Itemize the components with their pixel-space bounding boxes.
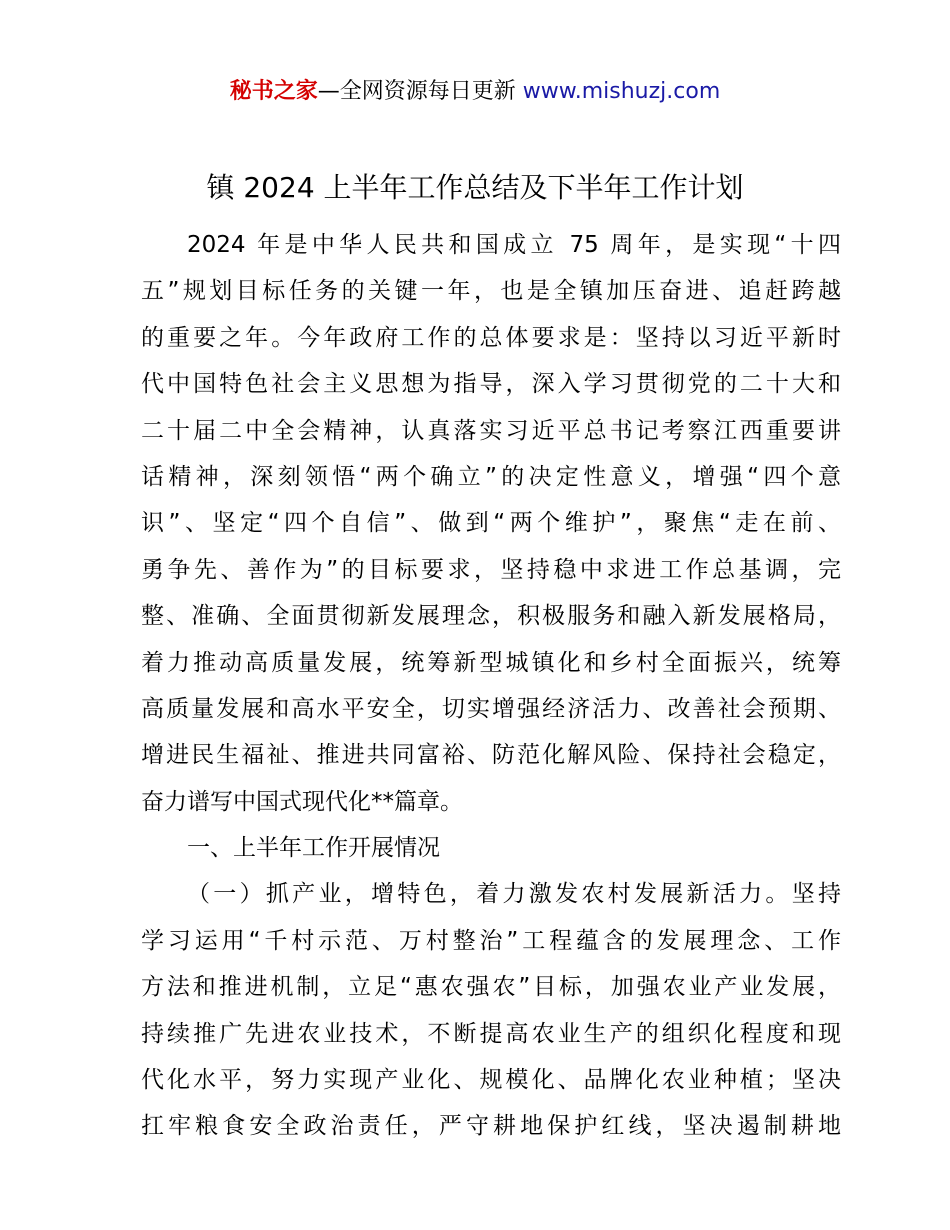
- paragraph-line: 着力推动高质量发展，统筹新型城镇化和乡村全面振兴，统筹: [141, 649, 841, 676]
- paragraph-line: 的重要之年。今年政府工作的总体要求是：坚持以习近平新时: [141, 324, 841, 351]
- paragraph-line: 2024 年是中华人民共和国成立 75 周年，是实现“十四: [187, 232, 841, 258]
- paragraph-line: 增进民生福祉、推进共同富裕、防范化解风险、保持社会稳定，: [141, 742, 841, 769]
- paragraph-line: 五”规划目标任务的关键一年，也是全镇加压奋进、追赶跨越: [141, 278, 841, 305]
- site-brand: 秘书之家: [229, 79, 318, 104]
- paragraph-line: 奋力谱写中国式现代化**篇章。: [141, 788, 463, 815]
- document-title: 镇 2024 上半年工作总结及下半年工作计划: [206, 171, 744, 204]
- section-heading: 一、上半年工作开展情况: [187, 835, 440, 862]
- site-tagline: —全网资源每日更新: [317, 79, 523, 104]
- paragraph-line: 持续推广先进农业技术，不断提高农业生产的组织化程度和现: [141, 1020, 841, 1047]
- paragraph-line: 扛牢粮食安全政治责任，严守耕地保护红线，坚决遏制耕地: [141, 1113, 841, 1140]
- paragraph-line: 勇争先、善作为”的目标要求，坚持稳中求进工作总基调，完: [141, 556, 841, 583]
- paragraph-line: 识”、坚定“四个自信”、做到“两个维护”，聚焦“走在前、: [141, 510, 841, 537]
- document-body: [141, 222, 841, 1150]
- paragraph-line: 代中国特色社会主义思想为指导，深入学习贯彻党的二十大和: [141, 371, 841, 398]
- paragraph-line: 高质量发展和高水平安全，切实增强经济活力、改善社会预期、: [141, 695, 841, 722]
- paragraph-line: 方法和推进机制，立足“惠农强农”目标，加强农业产业发展，: [141, 974, 841, 1001]
- site-url-link[interactable]: www.mishuzj.com: [522, 79, 721, 104]
- paragraph-line: 学习运用“千村示范、万村整治”工程蕴含的发展理念、工作: [141, 927, 841, 954]
- paragraph-line: 代化水平，努力实现产业化、规模化、品牌化农业种植；坚决: [141, 1067, 841, 1094]
- paragraph-line: （一）抓产业，增特色，着力激发农村发展新活力。坚持: [187, 881, 841, 908]
- paragraph-line: 话精神，深刻领悟“两个确立”的决定性意义，增强“四个意: [141, 463, 841, 490]
- paragraph-line: 二十届二中全会精神，认真落实习近平总书记考察江西重要讲: [141, 417, 841, 444]
- paragraph-line: 整、准确、全面贯彻新发展理念，积极服务和融入新发展格局，: [141, 603, 841, 630]
- site-header: [0, 74, 950, 110]
